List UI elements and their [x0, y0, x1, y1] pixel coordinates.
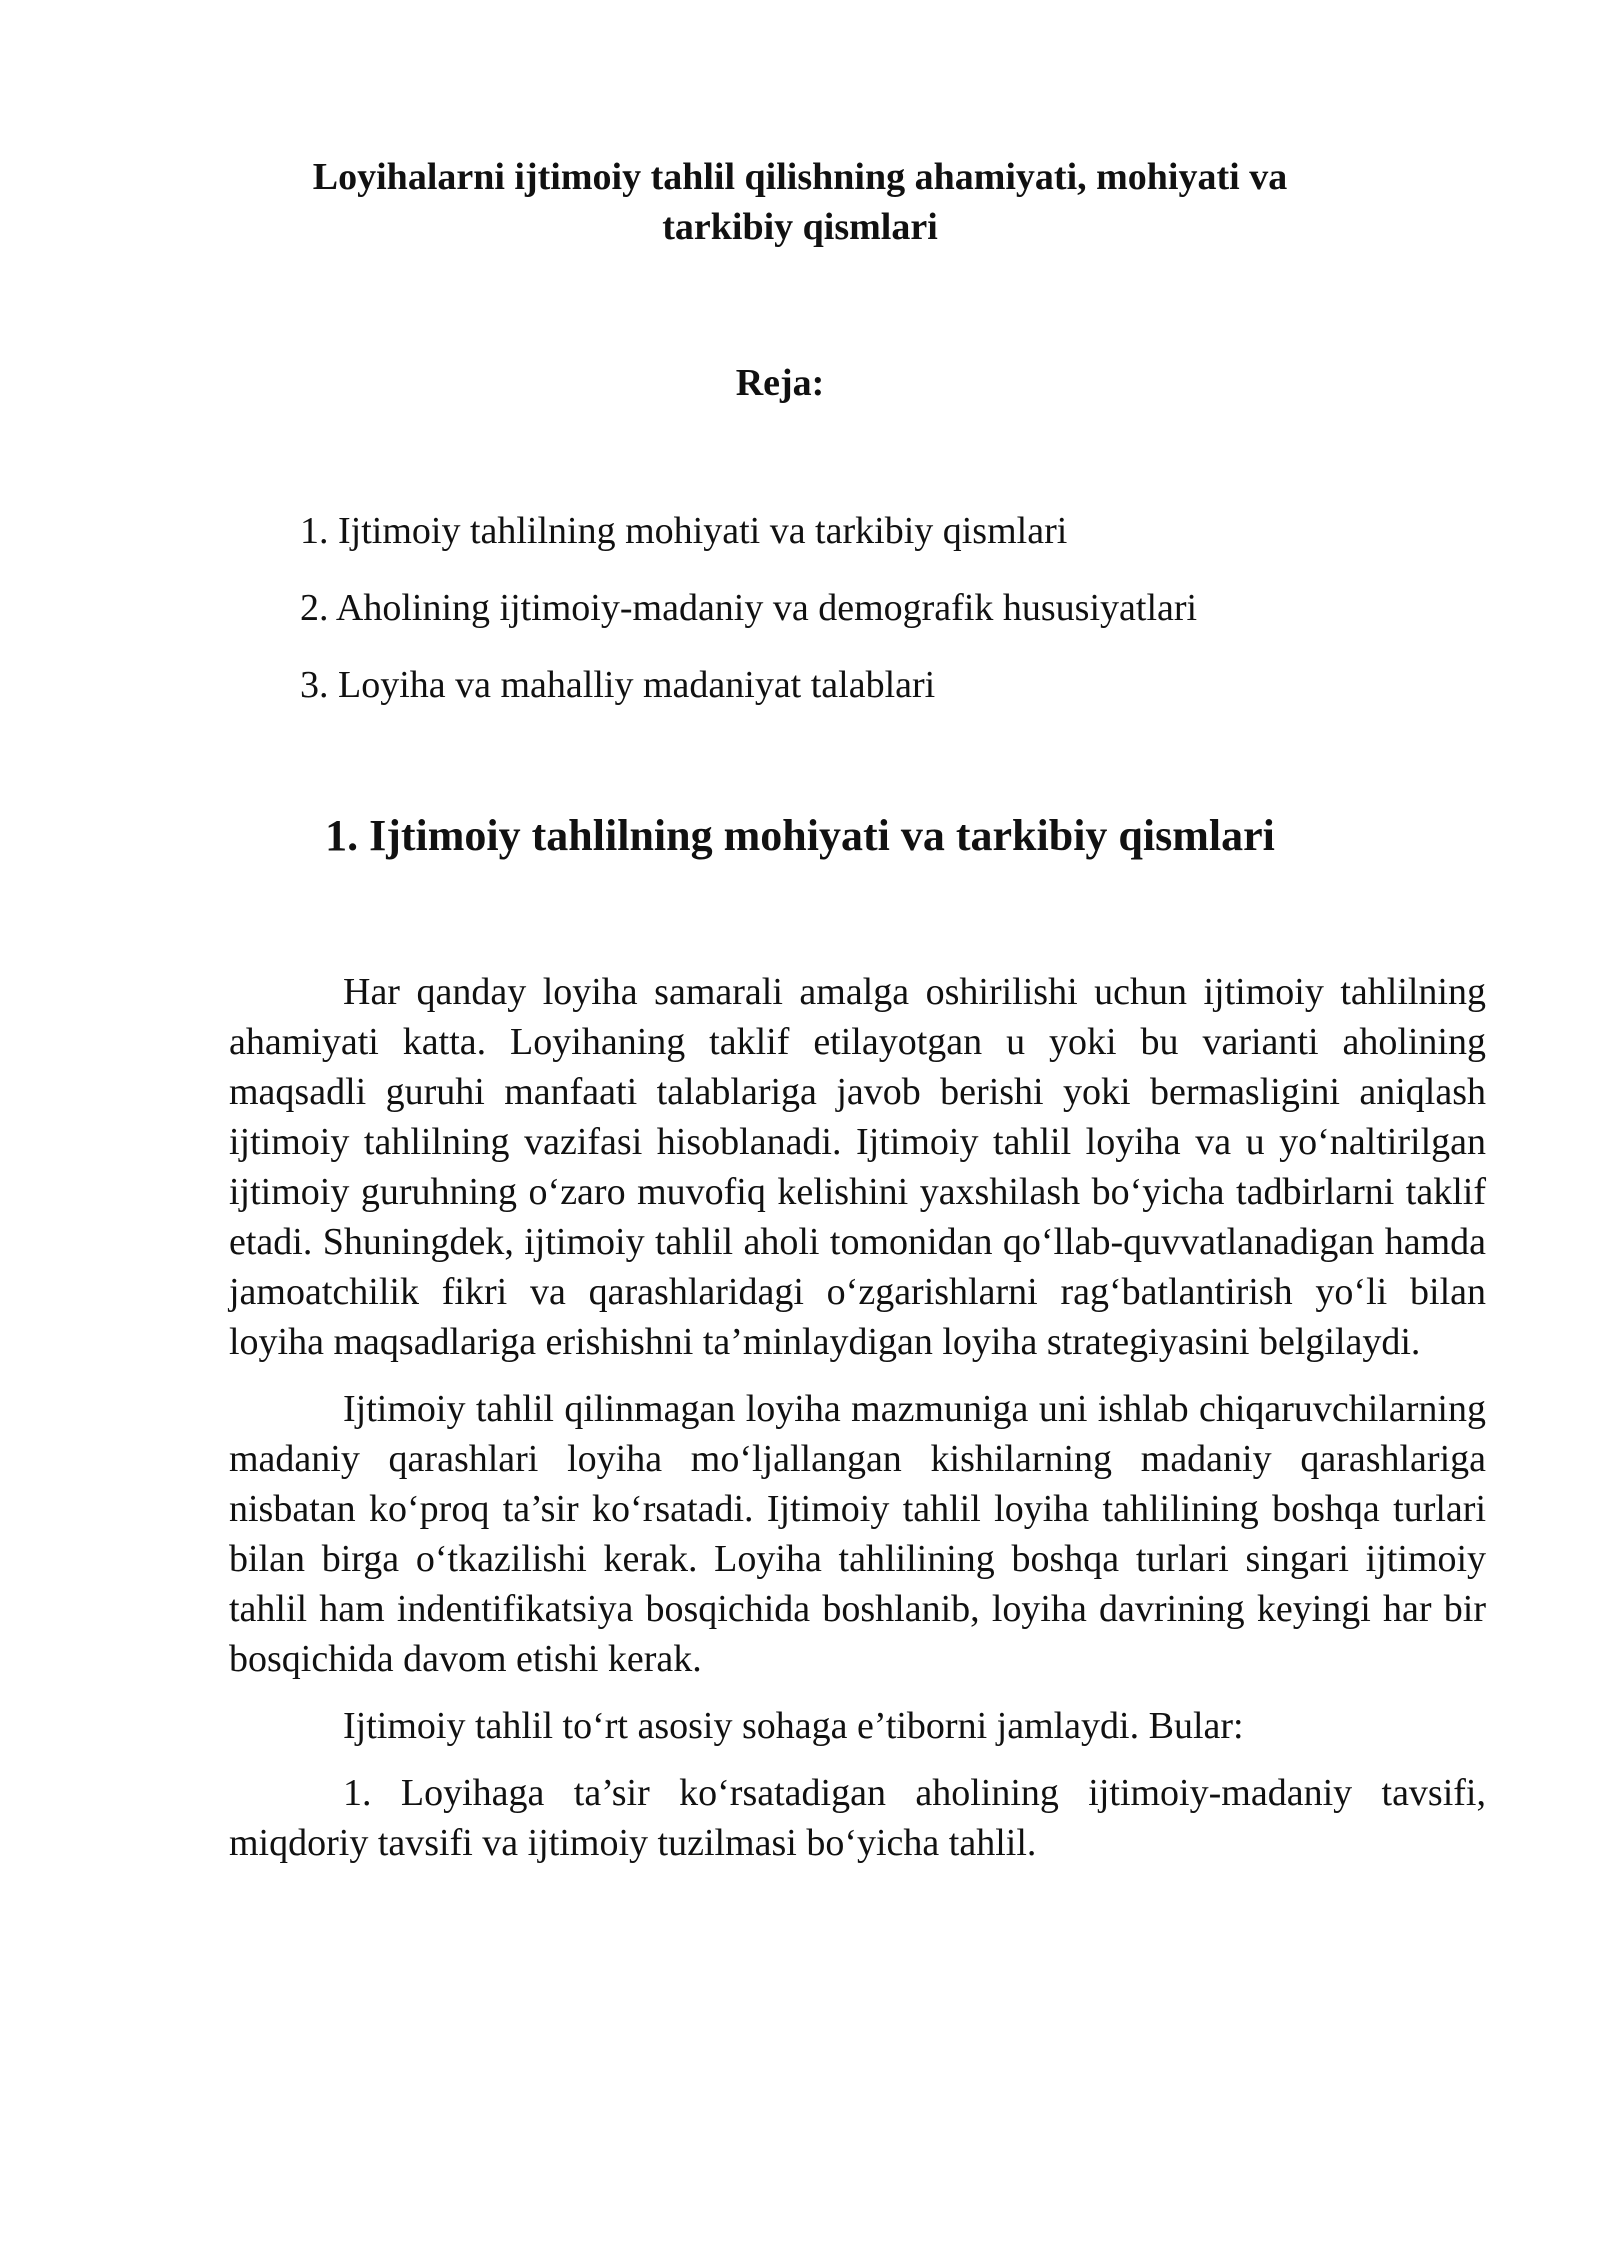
plan-item: 3. Loyiha va mahalliy madaniyat talablari — [300, 664, 936, 706]
paragraph: Ijtimoiy tahlil qilinmagan loyiha mazmuniga uni ishlab chiqaruvchilarning madaniy qarashlari loyiha mo‘ljallangan kishilarning madaniy qarashlariga nisbatan ko‘proq ta’sir ko‘rsatadi. Ijtimoiy tahlil loyiha tahlilining boshqa turlari bilan birga o‘tkazilishi kerak. Loyiha tahlilining boshqa turlari singari ijtimoiy tahlil ham indentifikatsiya bosqichida boshlanib, loyiha davrining keyingi har bir bosqichida davom etishi kerak. — [229, 1388, 1486, 1680]
document-title-line-1: Loyihalarni ijtimoiy tahlil qilishning ahamiyati, mohiyati va — [312, 156, 1288, 198]
paragraph: Har qanday loyiha samarali amalga oshirilishi uchun ijtimoiy tahlilning ahamiyati katta. Loyihaning taklif etilayotgan u yoki bu varianti aholining maqsadli guruhi manfaati talablariga javob berishi yoki bermasligini aniqlash ijtimoiy tahlilning vazifasi hisoblanadi. Ijtimoiy tahlil loyiha va u yo‘naltirilgan ijtimoiy guruhning o‘zaro muvofiq kelishini yaxshilash bo‘yicha tadbirlarni taklif etadi. Shuningdek, ijtimoiy tahlil aholi tomonidan qo‘llab-quvvatlanadigan hamda jamoatchilik fikri va qarashlaridagi o‘zgarishlarni rag‘batlantirish yo‘li bilan loyiha maqsadlariga erishishni ta’minlaydigan loyiha strategiyasini belgilaydi. — [229, 971, 1486, 1363]
paragraph: 1. Loyihaga ta’sir ko‘rsatadigan aholining ijtimoiy-madaniy tavsifi, miqdoriy tavsifi va ijtimoiy tuzilmasi bo‘yicha tahlil. — [229, 1772, 1486, 1864]
body-text — [229, 967, 1486, 1885]
document-title — [230, 152, 1370, 252]
plan-list — [300, 506, 1197, 737]
section-heading: 1. Ijtimoiy tahlilning mohiyati va tarkibiy qismlari — [325, 811, 1275, 860]
paragraph: Ijtimoiy tahlil to‘rt asosiy sohaga e’tiborni jamlaydi. Bular: — [343, 1705, 1244, 1747]
document-title-line-2: tarkibiy qismlari — [662, 206, 938, 248]
plan-item: 2. Aholining ijtimoiy-madaniy va demografik hususiyatlari — [300, 587, 1198, 629]
plan-item: 1. Ijtimoiy tahlilning mohiyati va tarkibiy qismlari — [300, 510, 1068, 552]
plan-heading: Reja: — [735, 362, 825, 404]
